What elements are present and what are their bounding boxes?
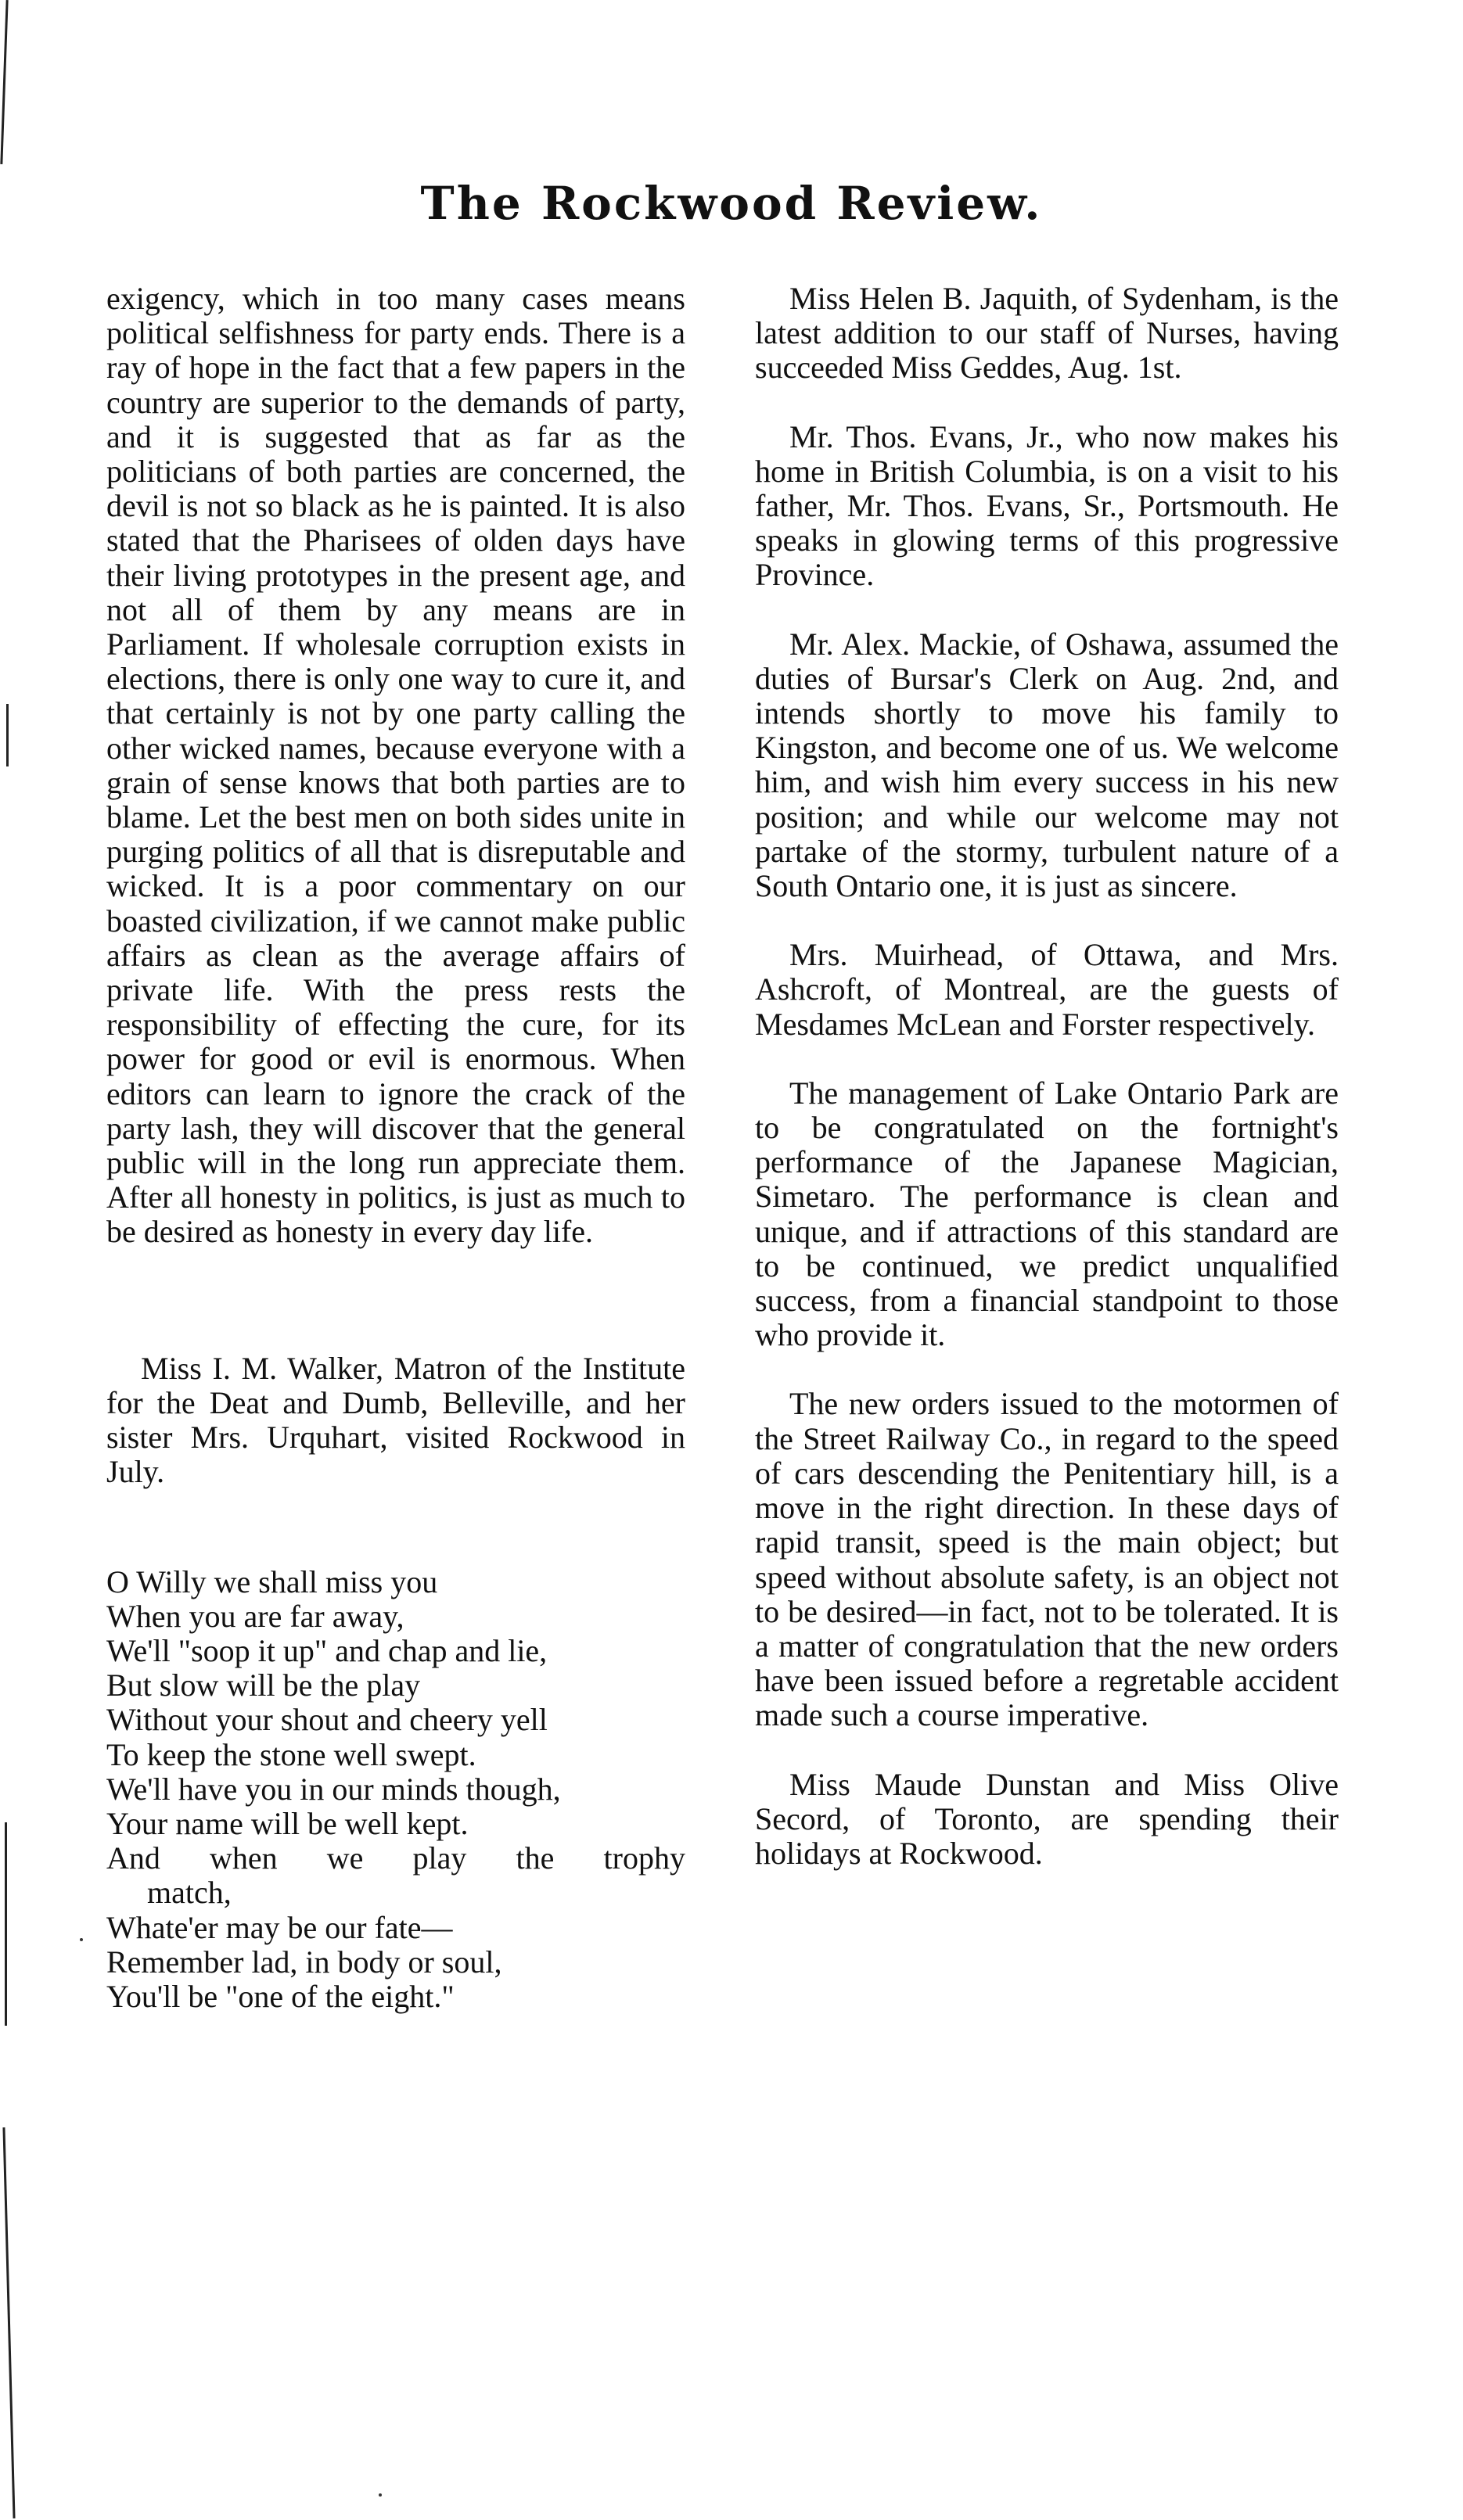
note-street-railway: The new orders issued to the motormen of the Street Railway Co., in regard to the speed of cars descending the Penitentiary hill, is a move in the right direction. In these days of rapid transit, speed is the main object; but speed without absolute safety, is an object not to be desired—in fact, not to be tolerated. It is a matter of congratulation that the new orders have been issued before a regretable accident made such a course imperative. [755,1386,1339,1733]
poem-line: You'll be "one of the eight." [106,1978,455,2014]
poem-line: Without your shout and cheery yell [106,1702,548,1738]
poem-line: Whate'er may be our fate— [106,1909,453,1945]
left-column [106,282,685,2014]
poem-line: Your name will be well kept. [106,1805,469,1841]
note-evans: Mr. Thos. Evans, Jr., who now makes his home in British Columbia, is on a visit to his father, Mr. Thos. Evans, Sr., Portsmouth. He speaks in glowing terms of this progressive Province. [755,418,1339,593]
poem-line: We'll have you in our minds though, [106,1771,561,1807]
binding-edge-mid [6,704,9,766]
poem-line: When you are far away, [106,1598,404,1634]
poem-line: match, [147,1875,232,1911]
poem-line: And when we play the trophy [106,1840,685,1876]
binding-edge-bottom [2,2127,15,2518]
note-dunstan-secord: Miss Maude Dunstan and Miss Olive Secord, of Toronto, are spending their holidays at Rockwood. [755,1766,1339,1871]
poem-line: We'll "soop it up" and chap and lie, [106,1632,548,1668]
poem-line: O Willy we shall miss you [106,1563,438,1599]
poem-line: Remember lad, in body or soul, [106,1944,502,1980]
note-walker-visit: Miss I. M. Walker, Matron of the Institute for the Deat and Dumb, Belleville, and her sister Mrs. Urquhart, visited Rockwood in July. [106,1350,685,1490]
binding-edge-low [5,1822,7,2026]
note-lake-ontario-park: The management of Lake Ontario Park are to be congratulated on the fortnight's performance of the Japanese Magician, Simetaro. The performance is clean and unique, and if attractions of this standard are to be continued, we predict unqualified success, from a financial standpoint to those who provide it. [755,1075,1339,1353]
poem-willy [106,1565,685,2015]
note-jaquith: Miss Helen B. Jaquith, of Sydenham, is the latest addition to our staff of Nurses, having succeeded Miss Geddes, Aug. 1st. [755,281,1339,386]
poem-line: But slow will be the play [106,1667,421,1703]
scan-speck [80,1938,83,1941]
article-political-commentary: exigency, which in too many cases means political selfishness for party ends. There is a ray of hope in the fact that a few papers in the country are superior to the demands of party, and it is suggested that as far as the politicians of both parties are concerned, the devil is not so black as he is painted. It is also stated that the Pharisees of olden days have their living prototypes in the present age, and not all of them by any means are in Parliament. If wholesale corruption exists in elections, there is only one way to cure it, and that certainly is not by one party calling the other wicked names, because everyone with a grain of sense knows that both parties are to blame. Let the best men on both sides unite in purging politics of all that is disreputable and wicked. It is a poor commentary on our boasted civilization, if we cannot make public affairs as clean as the average affairs of private life. With the press rests the responsibility of effecting the cure, for its power for good or evil is enormous. When editors can learn to ignore the crack of the party lash, they will discover that the general public will in the long run appreciate them. After all honesty in politics, is just as much to be desired as honesty in every day life. [106,281,685,1250]
masthead-title: The Rockwood Review. [420,177,1043,230]
scan-speck [379,2493,382,2497]
note-muirhead-ashcroft: Mrs. Muirhead, of Ottawa, and Mrs. Ashcroft, of Montreal, are the guests of Mesdames McLean and Forster respectively. [755,937,1339,1042]
binding-edge-top [0,0,8,164]
note-mackie: Mr. Alex. Mackie, of Oshawa, assumed the duties of Bursar's Clerk on Aug. 2nd, and intends shortly to move his family to Kingston, and become one of us. We welcome him, and wish him every success in his new position; and while our welcome may not partake of the stormy, turbulent nature of a South Ontario one, it is just as sincere. [755,626,1339,904]
right-column [755,282,1339,1871]
poem-line: To keep the stone well swept. [106,1736,476,1772]
